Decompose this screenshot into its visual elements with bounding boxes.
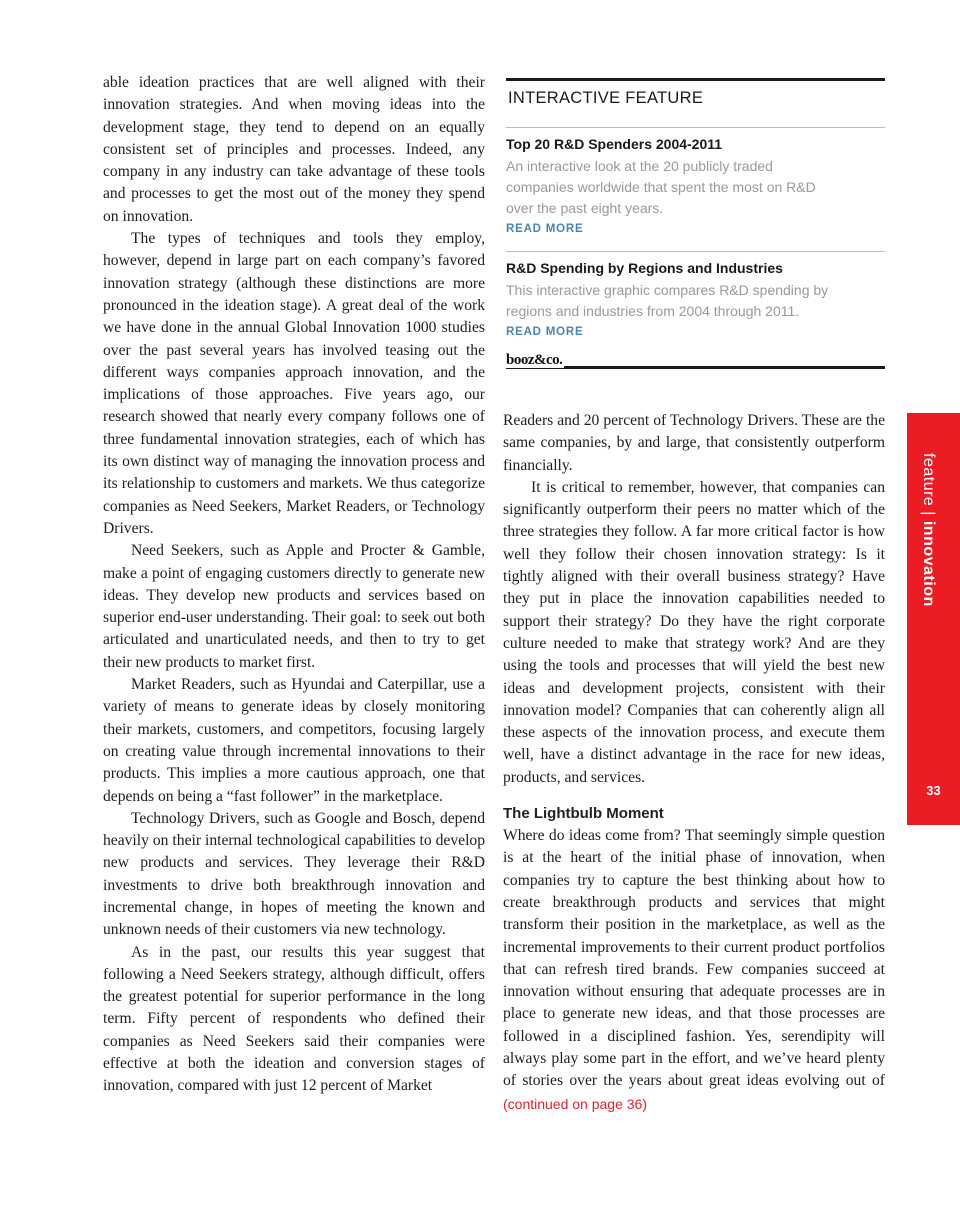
section-side-tab	[907, 413, 960, 825]
body-paragraph: able ideation practices that are well aligned with their innovation strategies. And when moving ideas into the development stage, they tend to depend on an equally consistent set of principles and processes. Indeed, any company in any industry can take advantage of these tools and processes to get the most out of the money they spend on innovation.	[103, 74, 485, 225]
body-paragraph: Technology Drivers, such as Google and Bosch, depend heavily on their internal technological capabilities to develop new products and services. They leverage their R&D investments to drive both breakthrough innovation and incremental change, in hopes of meeting the known and unknown needs of their customers via new technology.	[103, 809, 485, 939]
feature-item-description: An interactive look at the 20 publicly traded companies worldwide that spent the most on R&D over the past eight years.	[506, 158, 816, 216]
left-text-column	[103, 72, 485, 1098]
body-paragraph: Market Readers, such as Hyundai and Caterpillar, use a variety of means to generate ideas by closely monitoring their markets, customers, and competitors, focusing largely on creating value through incremental innovations to their products. This implies a more cautious approach, one that depends on being a “fast follower” in the marketplace.	[103, 676, 485, 805]
read-more-link[interactable]: READ MORE	[506, 223, 584, 235]
read-more-link[interactable]: READ MORE	[506, 326, 584, 338]
feature-item-description: This interactive graphic compares R&D spending by regions and industries from 2004 through 2011.	[506, 282, 829, 319]
booz-co-logo: booz&co.	[506, 352, 563, 368]
right-text-column	[503, 410, 885, 1116]
page-number: 33	[926, 783, 941, 798]
body-paragraph: It is critical to remember, however, that companies can significantly outperform their peers no matter which of the three strategies they follow. A far more critical factor is how well they follow their chosen innovation strategy: Is it tightly aligned with their overall business strategy? Have they put in place the innovation capabilities needed to support their strategy? Do they have the right corporate culture needed to make that strategy work? And are they using the tools and processes that will yield the best new ideas and development projects, consistent with their innovation model? Companies that can coherently align all these aspects of the innovation process, and execute them well, have a distinct advantage in the race for new ideas, products, and services.	[503, 478, 885, 786]
section-label	[919, 453, 937, 607]
body-paragraph: The types of techniques and tools they employ, however, depend in large part on each company’s favored innovation strategy (although these distinctions are more pronounced in the ideation stage). A great deal of the work we have done in the annual Global Innovation 1000 studies over the past several years has involved teasing out the different ways companies approach innovation, and the implications of those approaches. Five years ago, our research showed that nearly every company follows one of three fundamental innovation strategies, each of which has its own distinct way of managing the innovation process and its relationship to customers and markets. We thus categorize companies as Need Seekers, Market Readers, or Technology Drivers.	[103, 230, 485, 537]
section-prefix: feature |	[920, 453, 937, 521]
sidebar-divider	[506, 251, 885, 252]
feature-item-top-20	[506, 136, 885, 237]
body-paragraph	[503, 825, 885, 1116]
section-name: innovation	[920, 520, 937, 607]
body-paragraph: Need Seekers, such as Apple and Procter & Gamble, make a point of engaging customers directly to generate new ideas. They develop new products and services based on superior end-user understanding. Their goal: to seek out both articulated and unarticulated needs, and then to try to get their new products to market first.	[103, 542, 485, 671]
body-paragraph: Readers and 20 percent of Technology Drivers. These are the same companies, by and large, that consistently outperform financially.	[503, 412, 885, 474]
sidebar-divider	[506, 127, 885, 128]
continued-note: (continued on page 36)	[503, 1095, 647, 1112]
feature-item-regions	[506, 260, 885, 340]
feature-item-title[interactable]: R&D Spending by Regions and Industries	[506, 260, 783, 276]
body-paragraph: As in the past, our results this year suggest that following a Need Seekers strategy, although difficult, offers the greatest potential for superior performance in the long term. Fifty percent of respondents who defined their companies as Need Seekers said their companies were effective at both the ideation and conversion stages of innovation, compared with just 12 percent of Market	[103, 943, 485, 1095]
sidebar-top-rule	[506, 78, 885, 81]
paragraph-text: Where do ideas come from? That seemingly simple question is at the heart of the initial phase of innovation, when companies try to capture the best thinking about how to create breakthrough products and services that might transform their position in the marketplace, as well as the incremental improvements to their current product portfolios that can refresh tired brands. Few companies succeed at innovation without ensuring that adequate processes are in place to generate new ideas, and that those processes are followed in a disciplined fashion. Yes, serendipity will always play some part in the effort, and we’ve heard plenty of stories over the years about great ideas evolving out of	[503, 827, 885, 1090]
section-subhead: The Lightbulb Moment	[503, 805, 664, 823]
feature-item-title[interactable]: Top 20 R&D Spenders 2004-2011	[506, 136, 723, 152]
sidebar-heading: INTERACTIVE FEATURE	[508, 89, 704, 107]
interactive-feature-box	[506, 78, 885, 369]
